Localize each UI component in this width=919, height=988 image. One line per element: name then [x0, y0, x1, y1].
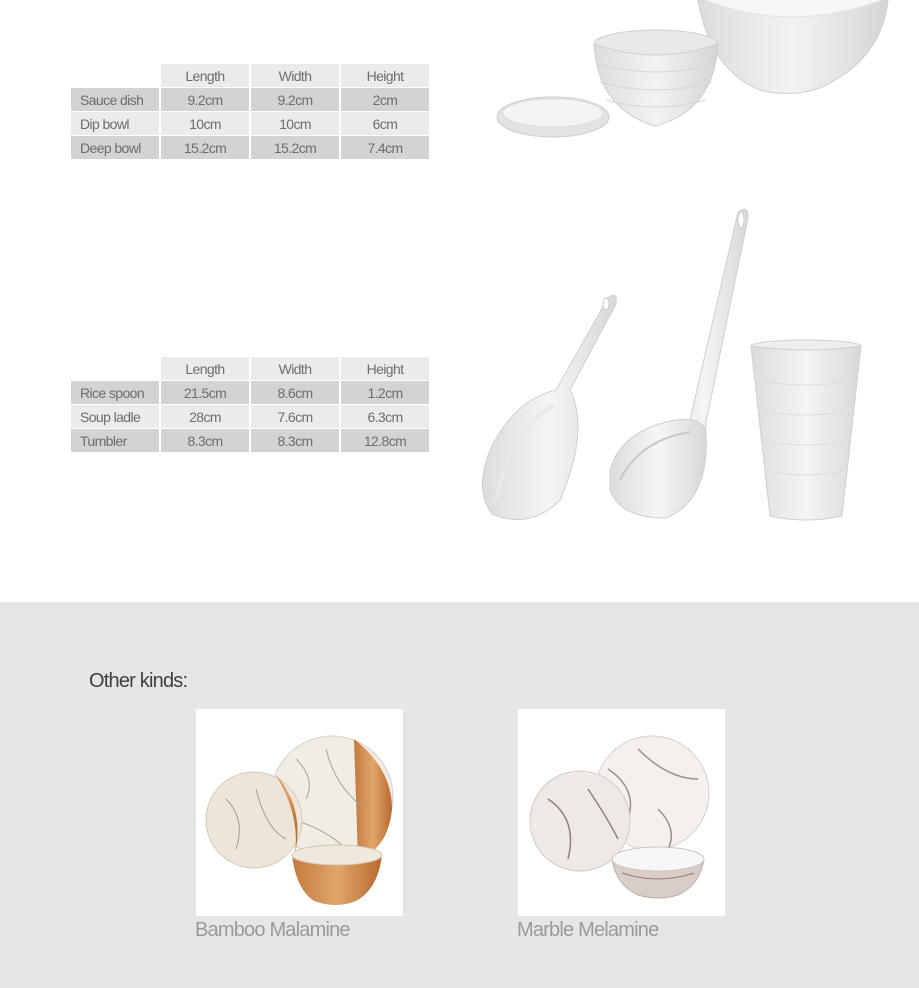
table-row [71, 404, 429, 428]
height-cell: 2cm [341, 87, 429, 111]
height-cell: 1.2cm [341, 380, 429, 404]
deep-bowl-shape [698, 0, 888, 94]
spec-table-utensils [69, 357, 431, 452]
table-header-row [71, 64, 429, 87]
width-cell: 9.2cm [251, 87, 339, 111]
product-name-cell: Rice spoon [71, 380, 159, 404]
height-cell: 12.8cm [341, 428, 429, 452]
product-name-cell: Tumbler [71, 428, 159, 452]
header-length: Length [161, 64, 249, 87]
height-cell: 7.4cm [341, 135, 429, 159]
length-cell: 28cm [161, 404, 249, 428]
utensils-product-image [470, 200, 880, 530]
product-name-cell: Soup ladle [71, 404, 159, 428]
header-height: Height [341, 64, 429, 87]
header-empty-cell [71, 64, 159, 87]
width-cell: 15.2cm [251, 135, 339, 159]
sauce-dish-shape [497, 97, 609, 137]
header-length: Length [161, 357, 249, 380]
table-row [71, 428, 429, 452]
marble-melamine-card[interactable] [518, 709, 725, 916]
width-cell: 8.3cm [251, 428, 339, 452]
rice-spoon-shape [482, 295, 616, 519]
other-kinds-section [0, 602, 919, 988]
length-cell: 9.2cm [161, 87, 249, 111]
dip-bowl-shape [594, 30, 718, 126]
tumbler-shape [751, 340, 861, 520]
width-cell: 7.6cm [251, 404, 339, 428]
table-row [71, 87, 429, 111]
marble-melamine-label[interactable]: Marble Melamine [517, 919, 659, 941]
bamboo-malamine-card[interactable] [196, 709, 403, 916]
header-height: Height [341, 357, 429, 380]
length-cell: 21.5cm [161, 380, 249, 404]
width-cell: 10cm [251, 111, 339, 135]
other-kinds-title: Other kinds: [89, 670, 188, 692]
header-empty-cell [71, 357, 159, 380]
height-cell: 6cm [341, 111, 429, 135]
table-row [71, 111, 429, 135]
length-cell: 8.3cm [161, 428, 249, 452]
product-name-cell: Deep bowl [71, 135, 159, 159]
bamboo-malamine-label[interactable]: Bamboo Malamine [195, 919, 350, 941]
spec-table-bowls [69, 64, 431, 159]
width-cell: 8.6cm [251, 380, 339, 404]
table-row [71, 135, 429, 159]
soup-ladle-shape [610, 209, 748, 518]
height-cell: 6.3cm [341, 404, 429, 428]
bamboo-malamine-image [196, 709, 403, 916]
table-row [71, 380, 429, 404]
product-name-cell: Dip bowl [71, 111, 159, 135]
header-width: Width [251, 64, 339, 87]
marble-melamine-image [518, 709, 725, 916]
length-cell: 15.2cm [161, 135, 249, 159]
product-name-cell: Sauce dish [71, 87, 159, 111]
header-width: Width [251, 357, 339, 380]
length-cell: 10cm [161, 111, 249, 135]
bowls-product-image [490, 0, 900, 150]
table-header-row [71, 357, 429, 380]
